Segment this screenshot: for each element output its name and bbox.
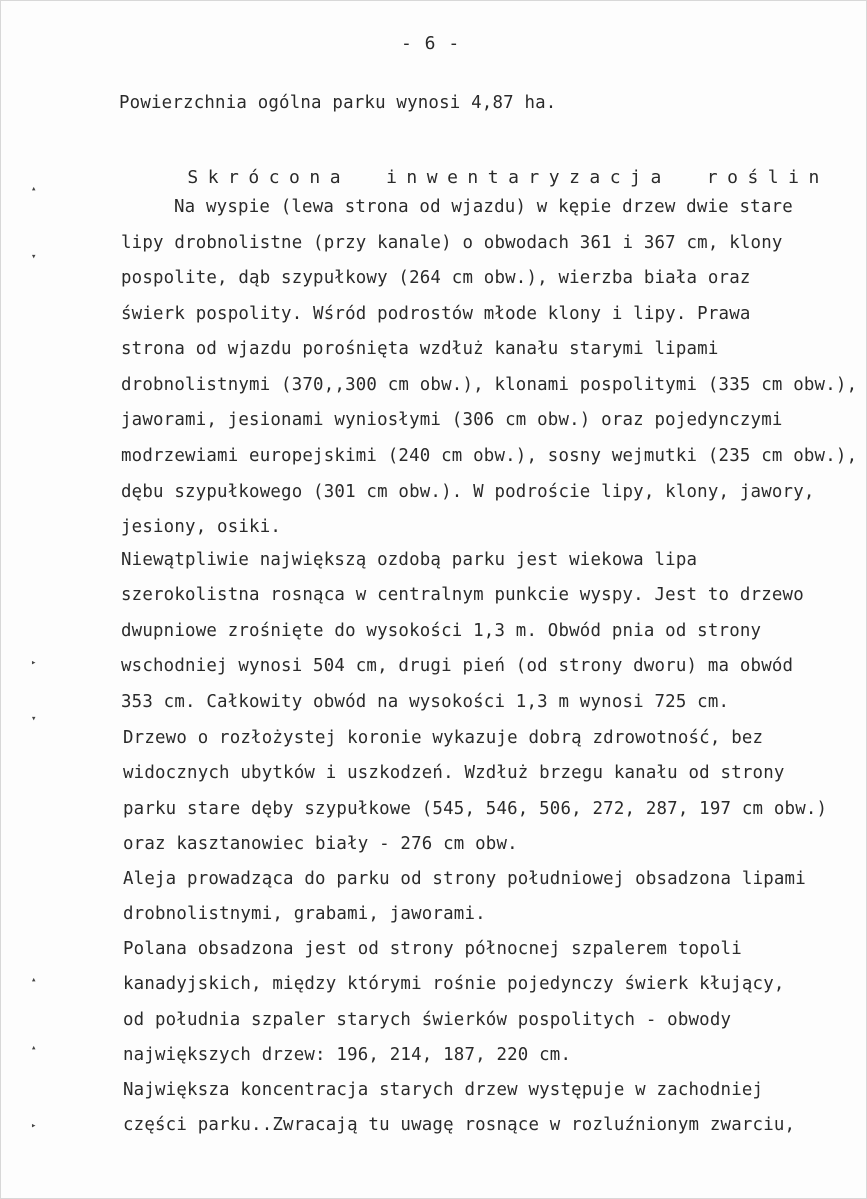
text-line: modrzewiami europejskimi (240 cm obw.), sosny wejmutki (235 cm obw.), — [121, 446, 858, 466]
margin-tick-mark: ▾ — [31, 714, 37, 724]
text-line: Największa koncentracja starych drzew występuje w zachodniej — [123, 1080, 764, 1100]
park-area-line: Powierzchnia ogólna parku wynosi 4,87 ha. — [119, 93, 557, 113]
text-line: szerokolistna rosnąca w centralnym punkcie wyspy. Jest to drzewo — [121, 585, 804, 605]
text-line: dwupniowe zrośnięte do wysokości 1,3 m. Obwód pnia od strony — [121, 621, 762, 641]
text-line: największych drzew: 196, 214, 187, 220 cm. — [123, 1045, 572, 1065]
text-line: świerk pospolity. Wśród podrostów młode klony i lipy. Prawa — [121, 304, 751, 324]
text-line: części parku..Zwracają tu uwagę rosnące w rozluźnionym zwarciu, — [123, 1115, 796, 1135]
text-line: 353 cm. Całkowity obwód na wysokości 1,3 m wynosi 725 cm. — [121, 692, 730, 712]
margin-tick-mark: ▴ — [31, 975, 37, 985]
text-line: drobnolistnymi (370,,300 cm obw.), klonami pospolitymi (335 cm obw.), — [121, 375, 858, 395]
text-line: dębu szypułkowego (301 cm obw.). W podroście lipy, klony, jawory, — [121, 482, 815, 502]
heading-word-3: roślin — [706, 167, 829, 188]
text-line: parku stare dęby szypułkowe (545, 546, 506, 272, 287, 197 cm obw.) — [123, 799, 828, 819]
margin-tick-mark: ▸ — [31, 658, 37, 668]
text-line: pospolite, dąb szypułkowy (264 cm obw.), wierzba biała oraz — [121, 268, 751, 288]
page-number: - 6 - — [401, 33, 461, 54]
text-line: jesiony, osiki. — [121, 517, 282, 537]
text-line: Polana obsadzona jest od strony północnej szpalerem topoli — [123, 939, 742, 959]
text-line: od południa szpaler starych świerków pospolitych - obwody — [123, 1010, 732, 1030]
text-line: Niewątpliwie największą ozdobą parku jest wiekowa lipa — [121, 550, 698, 570]
text-line: Drzewo o rozłożystej koronie wykazuje dobrą zdrowotność, bez — [123, 728, 764, 748]
heading-word-1: Skrócona — [187, 167, 351, 188]
text-line: kanadyjskich, między którymi rośnie pojedynczy świerk kłujący, — [123, 974, 785, 994]
text-line: Na wyspie (lewa strona od wjazdu) w kępie drzew dwie stare — [174, 197, 793, 217]
text-line: drobnolistnymi, grabami, jaworami. — [123, 904, 486, 924]
text-line: jaworami, jesionami wyniosłymi (306 cm obw.) oraz pojedynczymi — [121, 410, 783, 430]
heading-word-2: inwentaryzacja — [386, 167, 671, 188]
margin-tick-mark: ▴ — [31, 184, 37, 194]
margin-tick-mark: ▾ — [31, 252, 37, 262]
text-line: Aleja prowadząca do parku od strony południowej obsadzona lipami — [123, 869, 806, 889]
text-line: lipy drobnolistne (przy kanale) o obwodach 361 i 367 cm, klony — [121, 233, 783, 253]
text-line: widocznych ubytków i uszkodzeń. Wzdłuż brzegu kanału od strony — [123, 763, 785, 783]
text-line: strona od wjazdu porośnięta wzdłuż kanału starymi lipami — [121, 339, 719, 359]
margin-tick-mark: ▴ — [31, 1043, 37, 1053]
text-line: wschodniej wynosi 504 cm, drugi pień (od strony dworu) ma obwód — [121, 656, 794, 676]
margin-tick-mark: ▸ — [31, 1121, 37, 1131]
text-line: oraz kasztanowiec biały - 276 cm obw. — [123, 834, 518, 854]
